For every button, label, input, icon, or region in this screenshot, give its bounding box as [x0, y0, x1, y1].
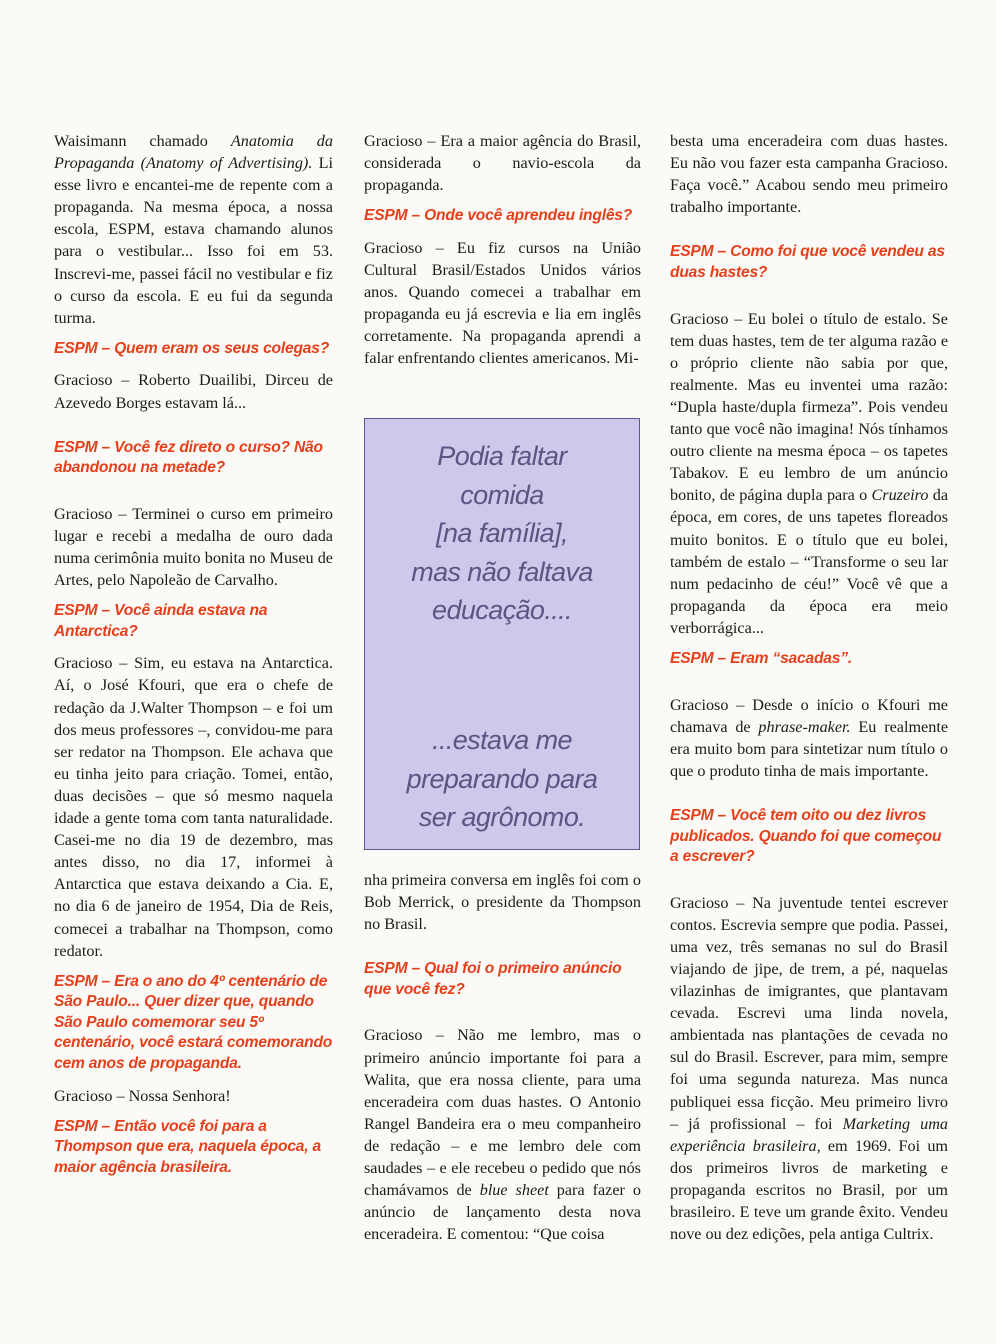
text: Li esse livro e encantei-me de repente com a propaganda. Na mesma época, a nossa escola, ESPM, estava chamando alunos para o vestibular... Isso foi em 53. Inscrevi-me, passei fácil no vestibular e fiz o curso da escola. E eu fui da segunda turma. [54, 154, 334, 327]
interview-question: ESPM – Quem eram os seus colegas? [54, 339, 330, 357]
column-2 [364, 130, 641, 369]
paragraph [54, 130, 333, 329]
pull-quote-bottom [365, 721, 639, 837]
interview-question: ESPM – Então você foi para a Thompson que era, naquela época, a maior agência brasileira. [54, 1117, 322, 1176]
text: Eu realmente era muito bom para sintetizar num título o que o produto tinha de mais importante. [670, 717, 949, 780]
text: Gracioso – Na juventude tentei escrever contos. Escrevia sempre que podia. Passei, uma vez, três semanas no sul do Brasil viajando de jipe, de trem, a pé, naquelas vilazinhas de imigrantes, que plantavam cevada. Escrevi uma linda novela, ambientada nas plantações de cevada no sul do Brasil. Escrever, para mim, sempre foi uma segunda natureza. Mas nunca publiquei essa ficção. Meu primeiro livro – já profissional – foi [670, 893, 948, 1133]
book-title: Anatomia da Propaganda (Anatomy of Advertising). [54, 132, 333, 173]
paragraph: nha primeira conversa em inglês foi com o Bob Merrick, o presidente da Thompson no Brasil. [364, 871, 641, 934]
quote-line: preparando para [406, 763, 598, 794]
interview-question: ESPM – Você fez direto o curso? Não abandonou na metade? [54, 438, 323, 477]
paragraph [364, 1024, 641, 1245]
paragraph: Gracioso – Era a maior agência do Brasil, considerada o navio-escola da propaganda. [364, 132, 641, 195]
text: da época, em cores, de uns tapetes floreados muito bonitos. E o título que eu bolei, também de estalo – “Transforme o seu lar num pedacinho de céu!” Você vê que a propaganda da época era meio verborrágica... [670, 486, 948, 637]
paragraph: Gracioso – Nossa Senhora! [54, 1086, 231, 1105]
paragraph [670, 892, 948, 1246]
text: Waisimann chamado [54, 132, 231, 150]
interview-question: ESPM – Você ainda estava na Antarctica? [54, 602, 268, 640]
interview-question: ESPM – Eram “sacadas”. [670, 649, 852, 667]
text: para fazer o anúncio de lançamento desta nova enceradeira. E comentou: “Que coisa [364, 1181, 641, 1244]
text: em 1969. Foi um dos primeiros livros de marketing e propaganda escritos no Brasil, por um brasileiro. E teve um grande êxito. Vendeu nove ou dez edições, pela antiga Cultrix. [670, 1136, 949, 1244]
paragraph [670, 694, 948, 782]
quote-line: ...estava me [432, 725, 572, 755]
quote-line: comida [460, 479, 544, 510]
book-title: Marketing uma experiência brasileira, [670, 1114, 948, 1155]
interview-question: ESPM – Era o ano do 4º centenário de São Paulo... Quer dizer que, quando São Paulo comemorar seu 5º centenário, você estará comemorando cem anos de propaganda. [54, 972, 333, 1073]
column-3 [670, 130, 948, 1245]
column-1 [54, 130, 333, 1179]
interview-question: ESPM – Onde você aprendeu inglês? [364, 207, 633, 225]
paragraph [670, 308, 948, 639]
quote-line: educação.... [432, 595, 572, 625]
emphasis: blue sheet [479, 1181, 549, 1200]
interview-question: ESPM – Como foi que você vendeu as duas hastes? [670, 243, 945, 281]
quote-line: Podia faltar [437, 441, 567, 471]
quote-line: [na família], [436, 518, 568, 548]
text: Gracioso – Desde o início o Kfouri me chamava de [670, 695, 948, 736]
paragraph: Gracioso – Eu fiz cursos na União Cultural Brasil/Estados Unidos vários anos. Quando comecei a trabalhar em propaganda eu já escrevia e lia em inglês corretamente. Na propaganda aprendi a falar enfrentando clientes americanos. Mi- [364, 238, 641, 368]
text: Gracioso – Eu bolei o título de estalo. Se tem duas hastes, tem de ter alguma razão e o próprio cliente não sabia por que, realmente. Mas eu inventei uma razão: “Dupla haste/dupla firmeza”. Pois vendeu tanto que você não imagina! Nós tínhamos outro cliente na mesma época – os tapetes Tabakov. E eu lembro de um anúncio bonito, de página dupla para o [670, 309, 948, 505]
column-2-continued [364, 869, 641, 1245]
paragraph: Gracioso – Terminei o curso em primeiro lugar e recebi a medalha de ouro dada numa cerimônia muito bonita no Museu de Artes, pelo Napoleão de Carvalho. [54, 504, 333, 590]
quote-line: mas não faltava [411, 556, 593, 587]
pull-quote-box [364, 418, 640, 850]
interview-question: ESPM – Você tem oito ou dez livros publicados. Quando foi que começou a escrever? [670, 806, 942, 866]
interview-question: ESPM – Qual foi o primeiro anúncio que você fez? [364, 960, 622, 998]
magazine-title: Cruzeiro [871, 486, 929, 505]
pull-quote-top [365, 437, 639, 630]
paragraph: besta uma enceradeira com duas hastes. Eu não vou fazer esta campanha Gracioso. Faça você.” Acabou sendo meu primeiro trabalho importante. [670, 132, 948, 217]
paragraph: Gracioso – Sim, eu estava na Antarctica. Aí, o José Kfouri, que era o chefe de redação da J.Walter Thompson – e foi um dos meus professores –, convidou-me para ser redator na Thompson. Ele achava que eu tinha jeito para criação. Tomei, então, duas decisões – que só mesmo naquela idade a gente toma com tanta naturalidade. Casei-me no dia 19 de dezembro, mas antes disso, no dia 17, informei à Antarctica que estava deixando a Cia. E, no dia 6 de janeiro de 1954, Dia de Reis, comecei a trabalhar na Thompson, como redator. [54, 654, 333, 960]
paragraph: Gracioso – Roberto Duailibi, Dirceu de Azevedo Borges estavam lá... [54, 371, 333, 412]
emphasis: phrase-maker. [758, 717, 851, 736]
text: Gracioso – Não me lembro, mas o primeiro anúncio importante foi para a Walita, que era nossa cliente, para uma enceradeira com duas hastes. O Antonio Rangel Bandeira era o meu companheiro de redação – e me lembro dele com saudades – e ele recebeu o pedido que nós chamávamos de [364, 1026, 641, 1200]
quote-line: ser agrônomo. [418, 802, 586, 832]
